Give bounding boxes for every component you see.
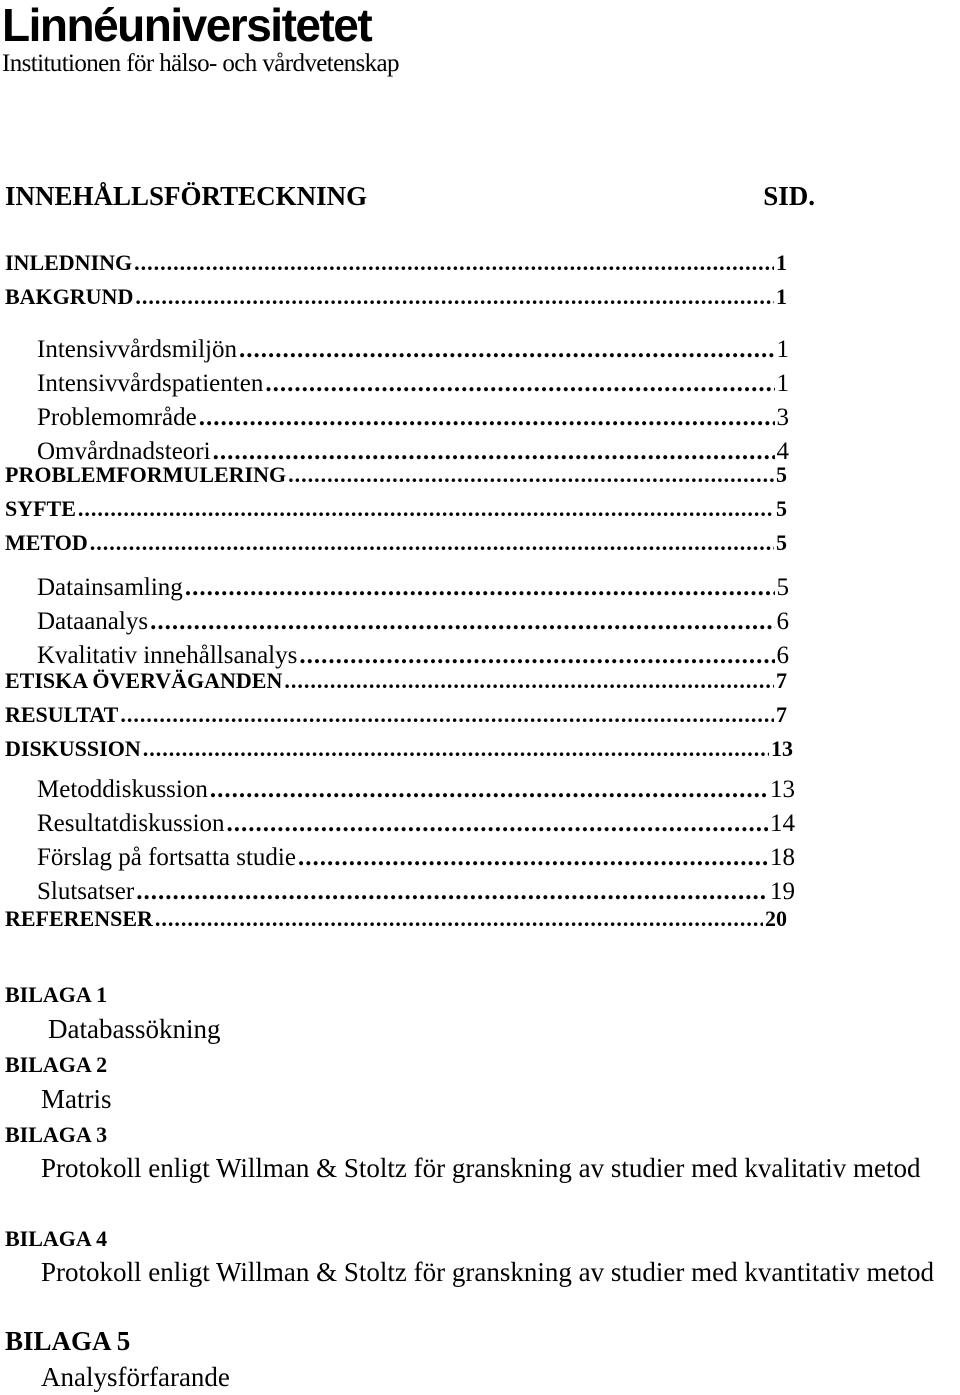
toc-entry-label: Kvalitativ innehållsanalys (37, 642, 298, 669)
toc-entry-page: 6 (776, 642, 789, 669)
appendix-description: Analysförfarande (41, 1362, 230, 1392)
toc-entry-metod (5, 530, 787, 564)
toc-entry-label: Metoddiskussion (37, 776, 208, 803)
toc-leader-dots (288, 462, 774, 488)
toc-entry-label: REFERENSER (5, 906, 153, 931)
toc-leader-dots (199, 404, 775, 432)
toc-entry-syfte (5, 496, 787, 530)
toc-entry-page: 4 (776, 438, 789, 465)
toc-leader-dots (78, 496, 774, 522)
toc-leader-dots (90, 530, 774, 556)
appendix-label: BILAGA 2 (5, 1052, 108, 1077)
toc-entry-label: PROBLEMFORMULERING (5, 462, 287, 487)
toc-entry-page: 1 (776, 370, 789, 397)
toc-entry-label: Resultatdiskussion (37, 810, 225, 837)
toc-leader-dots (185, 574, 775, 602)
toc-entry-label: DISKUSSION (5, 736, 141, 761)
toc-entry-page: 7 (776, 668, 787, 693)
toc-heading (5, 178, 820, 214)
toc-entry-label: Intensivvårdsmiljön (37, 336, 237, 363)
toc-leader-dots (265, 370, 774, 398)
toc-entry-dataanalys (37, 608, 789, 642)
toc-entry-referenser (5, 906, 787, 940)
toc-entry-page: 7 (776, 702, 787, 727)
toc-title: INNEHÅLLSFÖRTECKNING (5, 181, 368, 211)
toc-entry-forslag-pa-fortsatta-studie (37, 844, 795, 878)
toc-entry-page: 5 (776, 462, 787, 487)
toc-entry-page: 13 (771, 736, 793, 761)
appendix-description: Protokoll enligt Willman & Stoltz för granskning av studier med kvalitativ metod (41, 1153, 921, 1183)
toc-entry-page: 20 (765, 906, 787, 931)
toc-entry-label: SYFTE (5, 496, 76, 521)
toc-entry-page: 5 (776, 574, 789, 601)
toc-entry-page: 1 (776, 284, 787, 309)
toc-entry-page: 3 (776, 404, 789, 431)
toc-leader-dots (298, 844, 768, 872)
toc-entry-diskussion (5, 736, 793, 770)
toc-leader-dots (135, 284, 774, 310)
toc-entry-page: 18 (770, 844, 795, 871)
page-column-heading: SID. (763, 181, 815, 211)
toc-leader-dots (284, 668, 774, 694)
toc-entry-etiska-overvaganden (5, 668, 787, 702)
toc-leader-dots (143, 736, 769, 762)
toc-entry-label: Datainsamling (37, 574, 183, 601)
toc-entry-label: INLEDNING (5, 250, 133, 275)
university-name: Linnéuniversitetet (2, 0, 372, 51)
toc-entry-inledning (5, 250, 787, 284)
toc-entry-intensivvardsmiljon (37, 336, 789, 370)
toc-entry-label: Omvårdnadsteori (37, 438, 211, 465)
toc-leader-dots (239, 336, 775, 364)
toc-entry-intensivvardspatienten (37, 370, 789, 404)
toc-entry-bakgrund (5, 284, 787, 318)
toc-entry-label: Intensivvårdspatienten (37, 370, 264, 397)
toc-entry-problemomrade (37, 404, 789, 438)
toc-entry-resultat (5, 702, 787, 736)
appendix-label: BILAGA 1 (5, 982, 108, 1007)
toc-entry-label: ETISKA ÖVERVÄGANDEN (5, 668, 283, 693)
toc-entry-page: 5 (776, 496, 787, 521)
toc-entry-label: BAKGRUND (5, 284, 134, 309)
toc-leader-dots (227, 810, 768, 838)
toc-entry-problemformulering (5, 462, 787, 496)
appendix-description: Matris (41, 1084, 112, 1114)
toc-entry-page: 14 (770, 810, 795, 837)
toc-entry-metoddiskussion (37, 776, 795, 810)
toc-entry-page: 1 (776, 250, 787, 275)
toc-entry-label: Slutsatser (37, 878, 135, 905)
toc-entry-page: 5 (776, 530, 787, 555)
toc-entry-label: RESULTAT (5, 702, 119, 727)
toc-leader-dots (120, 702, 774, 728)
toc-leader-dots (210, 776, 768, 804)
appendix-description: Databassökning (48, 1014, 221, 1044)
toc-entry-page: 19 (770, 878, 795, 905)
toc-leader-dots (134, 250, 774, 276)
toc-entry-label: Problemområde (37, 404, 197, 431)
toc-entry-resultatdiskussion (37, 810, 795, 844)
toc-leader-dots (299, 642, 774, 670)
toc-leader-dots (155, 906, 763, 932)
toc-entry-label: Dataanalys (37, 608, 149, 635)
toc-entry-label: METOD (5, 530, 88, 555)
university-logo (2, 0, 442, 78)
toc-entry-page: 13 (770, 776, 795, 803)
toc-entry-datainsamling (37, 574, 789, 608)
toc-leader-dots (150, 608, 774, 636)
appendix-label: BILAGA 5 (5, 1326, 131, 1356)
toc-entry-page: 6 (776, 608, 789, 635)
department-name: Institutionen för hälso- och vårdvetenskap (2, 50, 399, 77)
appendix-description: Protokoll enligt Willman & Stoltz för granskning av studier med kvantitativ metod (41, 1257, 935, 1287)
toc-entry-label: Förslag på fortsatta studie (37, 844, 296, 871)
appendix-label: BILAGA 3 (5, 1122, 108, 1147)
toc-leader-dots (136, 878, 768, 906)
toc-entry-page: 1 (776, 336, 789, 363)
appendix-label: BILAGA 4 (5, 1226, 108, 1251)
